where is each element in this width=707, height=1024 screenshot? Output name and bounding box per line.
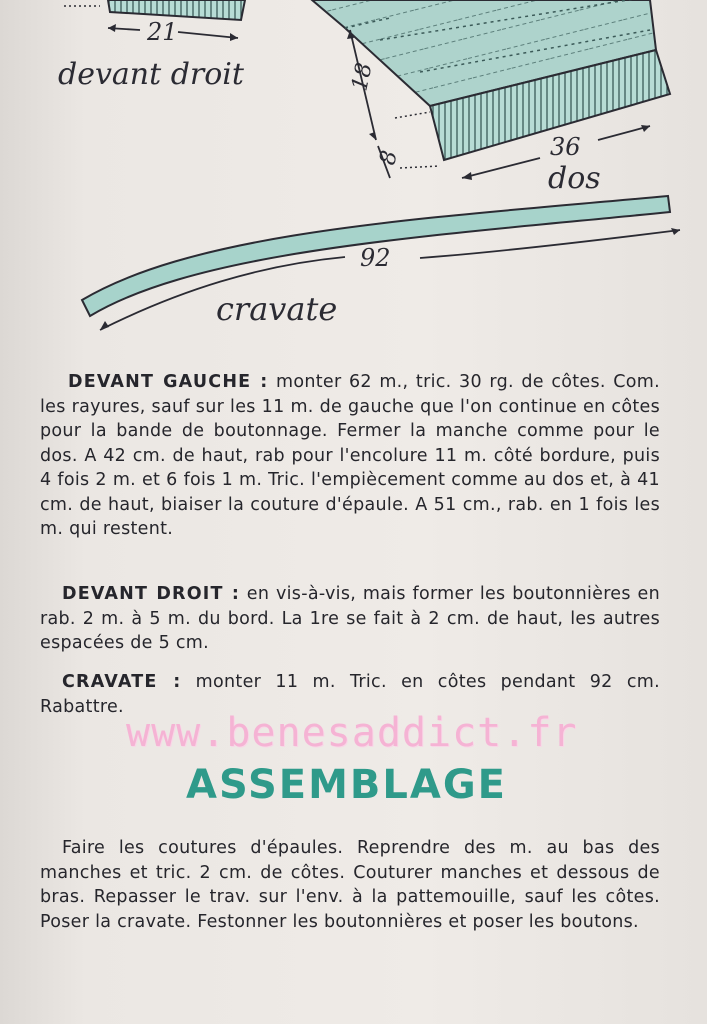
devant-droit-piece xyxy=(64,0,245,20)
devant-droit-width-dimension xyxy=(108,18,238,46)
devant-droit-paragraph xyxy=(40,582,660,656)
dos-label: dos xyxy=(548,161,601,196)
cravate-label: cravate xyxy=(216,290,338,328)
assemblage-heading: ASSEMBLAGE xyxy=(186,762,507,808)
website-watermark: www.benesaddict.fr xyxy=(126,710,578,756)
devant-droit-section-label: DEVANT DROIT : xyxy=(62,584,241,604)
devant-droit-label: devant droit xyxy=(58,57,244,92)
dos-height-upper: 18 xyxy=(347,60,378,94)
cravate-length: 92 xyxy=(360,244,391,272)
cravate-text: monter 11 m. Tric. en côtes pendant 92 cm. Rabattre. xyxy=(40,672,660,717)
cravate-length-dimension xyxy=(100,228,680,330)
devant-gauche-label: DEVANT GAUCHE : xyxy=(68,372,269,392)
schematic-diagram xyxy=(0,0,707,340)
dos-width: 36 xyxy=(550,133,581,161)
assemblage-paragraph xyxy=(40,836,660,934)
dos-height-lower: 8 xyxy=(375,148,403,168)
cravate-section-label: CRAVATE : xyxy=(62,672,182,692)
devant-droit-text: en vis-à-vis, mais former les boutonnières en rab. 2 m. à 5 m. du bord. La 1re se fait à 2 cm. de haut, les autres espacées de 5 cm. xyxy=(40,584,660,653)
assemblage-text: Faire les coutures d'épaules. Reprendre des m. au bas des manches et tric. 2 cm. de côtes. Couturer manches et dessous de bras. Repasser le trav. sur l'env. à la pattemouille, sauf les côtes. Poser la cravate. Festonner les boutonnières et poser les boutons. xyxy=(40,838,660,932)
devant-gauche-text: monter 62 m., tric. 30 rg. de côtes. Com. les rayures, sauf sur les 11 m. de gauche que l'on continue en côtes pour la bande de boutonnage. Fermer la manche comme pour le dos. A 42 cm. de haut, rab pour l'encolure 11 m. côté bordure, puis 4 fois 2 m. et 6 fois 1 m. Tric. l'empiècement comme au dos et, à 41 cm. de haut, biaiser la couture d'épaule. A 51 cm., rab. en 1 fois les m. qui restent. xyxy=(40,372,661,539)
devant-gauche-paragraph xyxy=(40,370,660,542)
devant-droit-width: 21 xyxy=(147,18,178,46)
